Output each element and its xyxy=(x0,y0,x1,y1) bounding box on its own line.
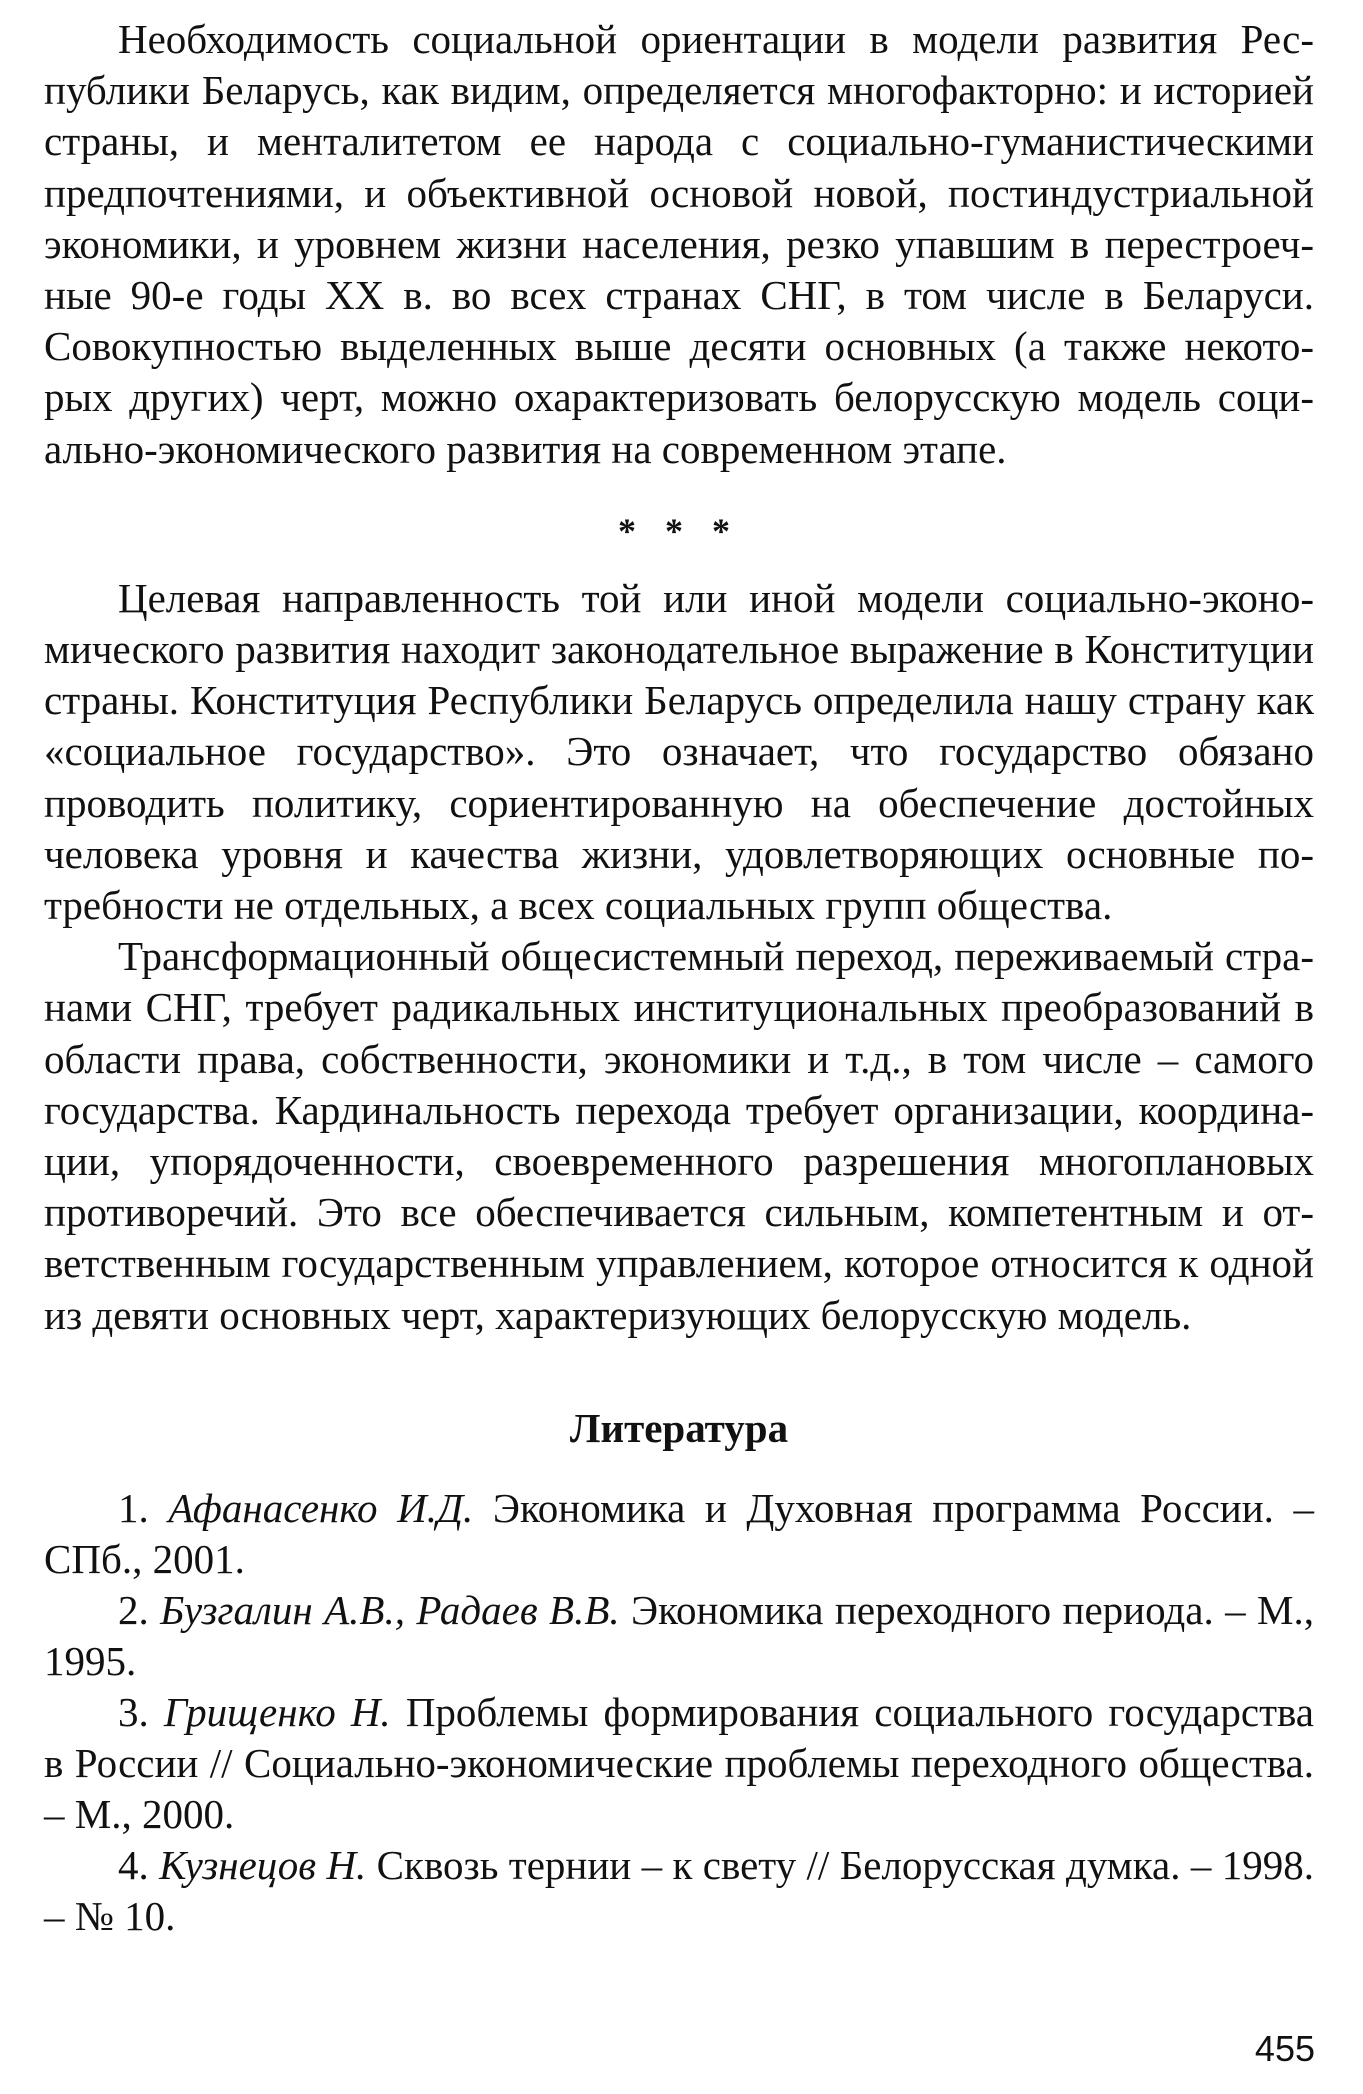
section-separator: * * * xyxy=(618,510,740,551)
literature-item-text: Экономика переходного периода. – М., 1995. xyxy=(44,1586,1315,1684)
literature-item-author: Бузгалин А.В., Радаев В.В. xyxy=(160,1586,620,1633)
literature-item-number: 4. xyxy=(118,1841,149,1888)
literature-item-author: Афанасенко И.Д. xyxy=(168,1484,474,1531)
literature-item-number: 2. xyxy=(118,1586,149,1633)
page-number: 455 xyxy=(1254,2028,1315,2069)
literature-item-author: Грищенко Н. xyxy=(163,1688,391,1735)
literature-item-text: Экономика и Духовная программа России. – СПб., 2001. xyxy=(44,1484,1314,1582)
literature-heading: Литература xyxy=(569,1404,789,1451)
literature-item-text: Сквозь тернии – к свету // Белорусская думка. – 1998. – № 10. xyxy=(44,1841,1314,1939)
paragraph-transformation: Трансформационный общесистемный переход, переживаемый странами СНГ, требует радикальных институциональных преобразований в области права, собственности, экономики и т.д., в том числе – самого государства. Кардинальность перехода требует организации, координации, упорядоченности, своевременного разрешения многоплановых противоречий. Это все обеспечивается сильным, компетентным и ответственным государственным управлением, которое относится к одной из девяти основных черт, характеризующих белорусскую модель. xyxy=(44,933,1314,1338)
paragraph-social-orientation: Необходимость социальной ориентации в модели развития Республики Беларусь, как видим, определяется многофакторно: и историей страны, и менталитетом ее народа с социально-гуманистическими предпочтениями, и объективной основой новой, постиндустриальной экономики, и уровнем жизни населения, резко упавшим в перестроечные 90-е годы XX в. во всех странах СНГ, в том числе в Беларуси. Совокупностью выделенных выше десяти основных (а также некоторых других) черт, можно охарактеризовать белорусскую модель социально-экономического развития на современном этапе. xyxy=(44,16,1314,472)
literature-item xyxy=(44,1687,1314,1840)
literature-item-number: 3. xyxy=(118,1688,149,1735)
literature-item xyxy=(44,1840,1314,1942)
literature-item xyxy=(44,1585,1314,1687)
literature-item-author: Кузнецов Н. xyxy=(159,1841,367,1888)
literature-item-number: 1. xyxy=(118,1484,149,1531)
page-body xyxy=(44,14,1314,1942)
literature-item xyxy=(44,1483,1314,1585)
paragraph-constitution: Целевая направленность той или иной модели социально-экономического развития находит законодательное выражение в Конституции страны. Конституция Республики Беларусь определила нашу страну как «социальное государство». Это означает, что государство обязано проводить политику, сориентированную на обеспечение достойных человека уровня и качества жизни, удовлетворяющих основные потребности не отдельных, а всех социальных групп общества. xyxy=(44,574,1314,929)
literature-item-text: Проблемы формирования социального государства в России // Социально-экономические проблемы переходного общества. – М., 2000. xyxy=(44,1688,1314,1837)
literature-list xyxy=(44,1483,1314,1942)
